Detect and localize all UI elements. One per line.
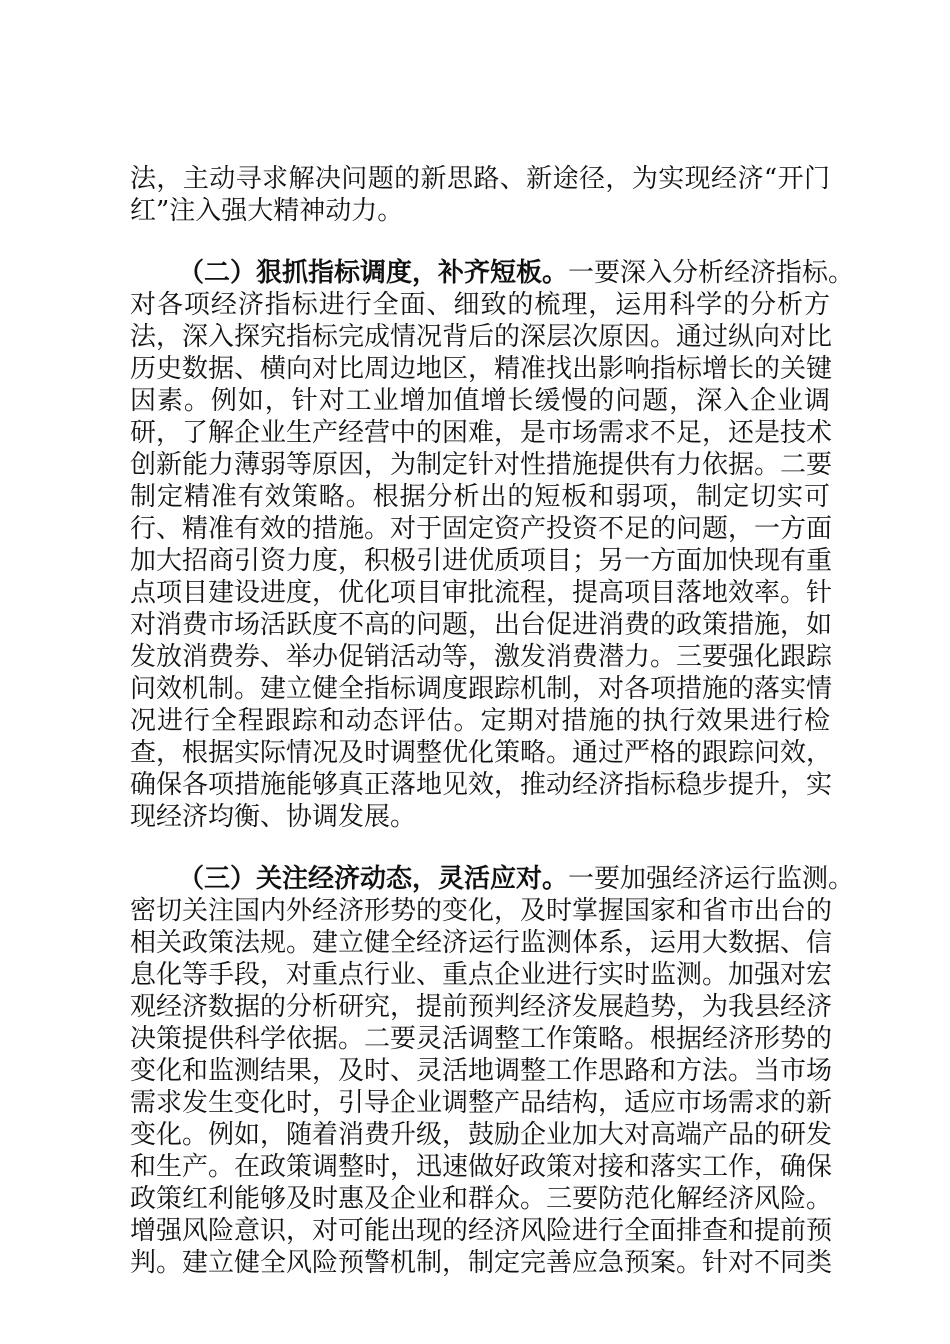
text-line: 发放消费券、举办促销活动等，激发消费潜力。三要强化跟踪 [130,642,833,672]
text-line: 确保各项措施能够真正落地见效，推动经济指标稳步提升，实 [130,770,833,800]
text-line: 现经济均衡、协调发展。 [130,802,417,832]
text-line: 变化和监测结果，及时、灵活地调整工作思路和方法。当市场 [130,1056,833,1086]
text-line: 决策提供科学依据。二要灵活调整工作策略。根据经济形势的 [130,1024,833,1054]
section-heading: （二）狠抓指标调度，补齐短板。 [178,258,569,288]
paragraph-section-2 [130,257,855,833]
text-line: 需求发生变化时，引导企业调整产品结构，适应市场需求的新 [130,1088,833,1118]
text-line: 对各项经济指标进行全面、细致的梳理，运用科学的分析方 [130,290,830,320]
text-line: 判。建立健全风险预警机制，制定完善应急预案。针对不同类 [130,1248,833,1278]
text-line: 密切关注国内外经济形势的变化，及时掌握国家和省市出台的 [130,896,833,926]
text-line: 历史数据、横向对比周边地区，精准找出影响指标增长的关键 [130,354,833,384]
text-line: 观经济数据的分析研究，提前预判经济发展趋势，为我县经济 [130,992,833,1022]
text-line: 行、精准有效的措施。对于固定资产投资不足的问题，一方面 [130,514,833,544]
text-line: 制定精准有效策略。根据分析出的短板和弱项，制定切实可 [130,482,830,512]
text-line: 对消费市场活跃度不高的问题，出台促进消费的政策措施，如 [130,610,833,640]
text-line: 相关政策法规。建立健全经济运行监测体系，运用大数据、信 [130,928,833,958]
text-line: 变化。例如，随着消费升级，鼓励企业加大对高端产品的研发 [130,1120,833,1150]
text-line: 政策红利能够及时惠及企业和群众。三要防范化解经济风险。 [130,1184,833,1214]
paragraph-continuation [130,163,830,227]
section-first-line [130,257,855,289]
section-first-line-text: 一要加强经济运行监测。 [568,864,855,894]
section-first-line-text: 一要深入分析经济指标。 [568,258,855,288]
text-line: 红”注入强大精神动力。 [130,196,404,226]
text-line: 增强风险意识，对可能出现的经济风险进行全面排查和提前预 [130,1216,833,1246]
text-line: 况进行全程跟踪和动态评估。定期对措施的执行效果进行检 [130,706,830,736]
section-heading: （三）关注经济动态，灵活应对。 [178,864,569,894]
text-line: 和生产。在政策调整时，迅速做好政策对接和落实工作，确保 [130,1152,833,1182]
text-line: 息化等手段，对重点行业、重点企业进行实时监测。加强对宏 [130,960,833,990]
text-line: 创新能力薄弱等原因，为制定针对性措施提供有力依据。二要 [130,450,833,480]
text-line: 法，深入探究指标完成情况背后的深层次原因。通过纵向对比 [130,322,833,352]
text-line: 问效机制。建立健全指标调度跟踪机制，对各项措施的落实情 [130,674,833,704]
document-page [130,163,855,1279]
section-first-line [130,863,855,895]
text-line: 法，主动寻求解决问题的新思路、新途径，为实现经济“开门 [130,164,830,194]
text-line: 点项目建设进度，优化项目审批流程，提高项目落地效率。针 [130,578,833,608]
text-line: 加大招商引资力度，积极引进优质项目；另一方面加快现有重 [130,546,833,576]
text-line: 因素。例如，针对工业增加值增长缓慢的问题，深入企业调 [130,386,830,416]
text-line: 研，了解企业生产经营中的困难，是市场需求不足，还是技术 [130,418,833,448]
text-line: 查，根据实际情况及时调整优化策略。通过严格的跟踪问效， [130,738,833,768]
paragraph-section-3 [130,863,855,1279]
